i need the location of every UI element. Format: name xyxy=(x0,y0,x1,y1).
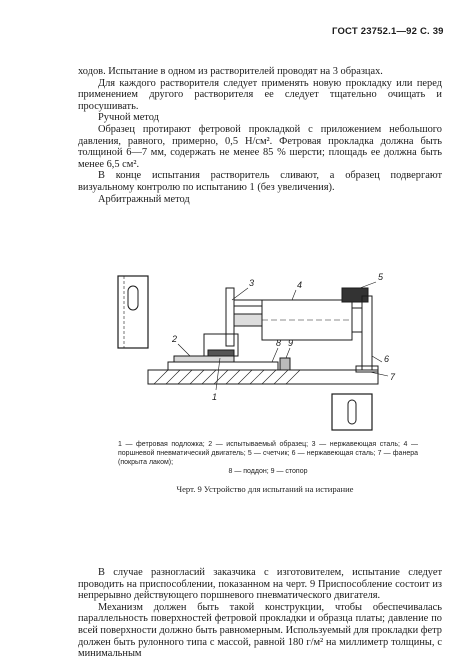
post-foot xyxy=(356,366,378,372)
base-board xyxy=(148,370,378,384)
end-view-slot xyxy=(348,400,356,424)
body-text-top xyxy=(78,66,442,205)
heading-manual-method: Ручной метод xyxy=(98,112,159,124)
callout-1: 1 xyxy=(212,392,218,402)
paragraph-disagreement: В случае разногласий заказчика с изготовителем, испытание следует проводить на приспособлении, показанном на черт. 9 Приспособление состоит из непрерывно действующего поршневого пневматического двигателя. xyxy=(78,567,442,602)
cylinder-cap xyxy=(352,308,362,332)
base-board-hatch xyxy=(154,370,300,384)
specimen xyxy=(174,356,234,362)
counter xyxy=(342,288,368,302)
side-plate xyxy=(118,276,148,348)
stopper xyxy=(280,358,290,370)
callout-8: 8 xyxy=(276,338,282,348)
tray xyxy=(168,362,278,370)
heading-arbitration-method: Арбитражный метод xyxy=(98,193,190,205)
callout-9: 9 xyxy=(288,338,294,348)
paragraph-continuation: ходов. Испытание в одном из растворителей проводят на 3 образцах. xyxy=(78,66,383,77)
steel-bracket xyxy=(226,288,234,346)
figure-caption: Черт. 9 Устройство для испытаний на истирание xyxy=(176,484,354,494)
stainless-post xyxy=(362,296,372,370)
callout-3: 3 xyxy=(249,278,255,288)
callout-6: 6 xyxy=(384,354,390,364)
legend-line: 1 — фетровая подложка; 2 — испытываемый образец; 3 — нержавеющая сталь; 4 — поршневой пневматический двигатель; 5 — счетчик; 6 — нержавеющая сталь; 7 — фанера (покрыта лаком); xyxy=(118,441,418,466)
paragraph-visual-check: В конце испытания растворитель сливают, а образец подвергают визуальному контролю по испытанию 1 (без увеличения). xyxy=(78,170,442,193)
paragraph-solvent: Для каждого растворителя следует применять новую прокладку или перед применением другого растворителя ее следует тщательно очищать и просушивать. xyxy=(78,77,442,112)
side-slot xyxy=(128,286,138,310)
paragraph-manual: Образец протирают фетровой прокладкой с приложением небольшого давления, равного, примерно, 0,5 Н/см². Фетровая прокладка должна быть толщиной 6—7 мм, содержать не менее 85 % шерсти; площадь ее должна быть менее 6,5 см². xyxy=(78,123,442,170)
callout-7: 7 xyxy=(390,372,396,382)
bracket-arm xyxy=(234,300,262,306)
body-text-bottom xyxy=(78,567,442,660)
paragraph-mechanism: Механизм должен быть такой конструкции, чтобы обеспечивалась параллельность поверхностей фетровой прокладки и образца платы; давление по всей поверхности должно быть равномерным. Используемый для прокладки фетр должен быть рулонного типа с массой, равной 180 г/м² на миллиметр толщины, с минимальным xyxy=(78,601,442,660)
abrasion-device-drawing xyxy=(108,266,418,434)
end-view-plate xyxy=(332,394,372,430)
piston-rod xyxy=(234,314,262,326)
callout-4: 4 xyxy=(297,280,303,290)
figure-legend xyxy=(118,440,418,476)
felt-pad xyxy=(208,350,234,356)
callout-2: 2 xyxy=(172,334,178,344)
callout-5: 5 xyxy=(378,272,384,282)
page-header: ГОСТ 23752.1—92 С. 39 xyxy=(332,26,444,37)
legend-line: 8 — поддон; 9 — стопор xyxy=(228,468,308,475)
